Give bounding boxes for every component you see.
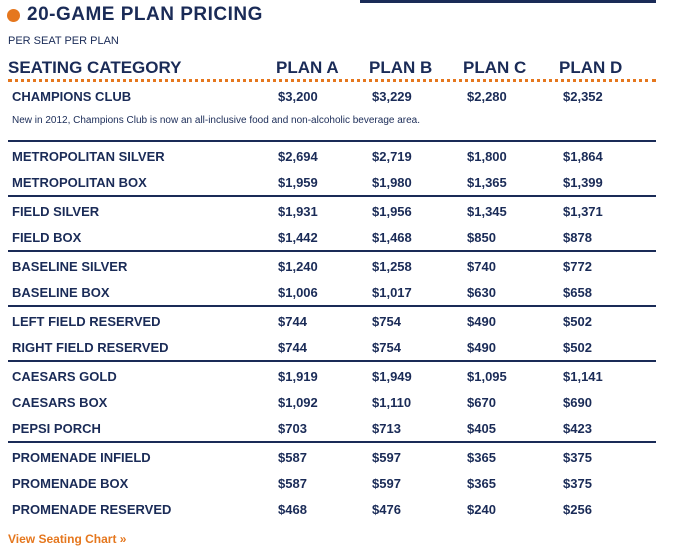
plan-a-price-cell: $468 (278, 502, 307, 517)
top-rule (360, 0, 656, 3)
plan-c-price-cell: $850 (467, 230, 496, 245)
plan-c-price-cell: $1,345 (467, 204, 507, 219)
seating-category-cell: PEPSI PORCH (12, 421, 101, 436)
header-plan-b: PLAN B (369, 58, 433, 77)
group-divider (8, 140, 656, 142)
plan-d-price-cell: $658 (563, 285, 592, 300)
page-title: 20-GAME PLAN PRICING (27, 4, 263, 25)
plan-a-price-cell: $587 (278, 476, 307, 491)
plan-c-price-cell: $740 (467, 259, 496, 274)
table-row (8, 147, 656, 167)
header-plan-a: PLAN A (276, 58, 339, 77)
plan-b-price-cell: $1,468 (372, 230, 412, 245)
orange-bullet-icon (7, 9, 20, 22)
plan-b-price-cell: $597 (372, 450, 401, 465)
plan-a-price-cell: $587 (278, 450, 307, 465)
plan-a-price-cell: $744 (278, 314, 307, 329)
seating-category-cell: BASELINE SILVER (12, 259, 128, 274)
table-row (8, 419, 656, 439)
page-subtitle: PER SEAT PER PLAN (8, 35, 119, 47)
table-row (8, 367, 656, 387)
table-row (8, 312, 656, 332)
group-divider (8, 305, 656, 307)
seating-category-cell: FIELD BOX (12, 230, 82, 245)
title-row (7, 4, 263, 26)
plan-c-price-cell: $2,280 (467, 89, 507, 104)
seating-category-cell: CAESARS BOX (12, 395, 108, 410)
plan-d-price-cell: $690 (563, 395, 592, 410)
plan-a-price-cell: $703 (278, 421, 307, 436)
plan-c-price-cell: $365 (467, 476, 496, 491)
plan-b-price-cell: $1,956 (372, 204, 412, 219)
plan-c-price-cell: $490 (467, 340, 496, 355)
plan-b-price-cell: $476 (372, 502, 401, 517)
plan-b-price-cell: $754 (372, 340, 401, 355)
plan-b-price-cell: $713 (372, 421, 401, 436)
plan-b-price-cell: $754 (372, 314, 401, 329)
seating-category-cell: CAESARS GOLD (12, 369, 117, 384)
group-divider (8, 441, 656, 443)
plan-d-price-cell: $772 (563, 259, 592, 274)
table-row (8, 474, 656, 494)
plan-c-price-cell: $365 (467, 450, 496, 465)
table-row (8, 500, 656, 520)
seating-category-cell: PROMENADE RESERVED (12, 502, 172, 517)
plan-a-price-cell: $1,240 (278, 259, 318, 274)
plan-d-price-cell: $1,864 (563, 149, 603, 164)
seating-category-cell: PROMENADE INFIELD (12, 450, 151, 465)
plan-d-price-cell: $878 (563, 230, 592, 245)
plan-c-price-cell: $670 (467, 395, 496, 410)
plan-a-price-cell: $3,200 (278, 89, 318, 104)
plan-b-price-cell: $1,980 (372, 175, 412, 190)
champions-club-note: New in 2012, Champions Club is now an all-inclusive food and non-alcoholic beverage area. (12, 115, 421, 126)
plan-a-price-cell: $1,006 (278, 285, 318, 300)
group-divider (8, 250, 656, 252)
plan-c-price-cell: $1,800 (467, 149, 507, 164)
plan-b-price-cell: $1,258 (372, 259, 412, 274)
plan-a-price-cell: $1,092 (278, 395, 318, 410)
plan-b-price-cell: $2,719 (372, 149, 412, 164)
seating-category-cell: FIELD SILVER (12, 204, 100, 219)
plan-b-price-cell: $597 (372, 476, 401, 491)
group-divider (8, 195, 656, 197)
plan-a-price-cell: $744 (278, 340, 307, 355)
plan-c-price-cell: $1,365 (467, 175, 507, 190)
plan-a-price-cell: $1,919 (278, 369, 318, 384)
header-plan-d: PLAN D (559, 58, 623, 77)
plan-d-price-cell: $256 (563, 502, 592, 517)
plan-a-price-cell: $1,442 (278, 230, 318, 245)
plan-d-price-cell: $375 (563, 450, 592, 465)
plan-d-price-cell: $375 (563, 476, 592, 491)
plan-c-price-cell: $490 (467, 314, 496, 329)
seating-category-cell: RIGHT FIELD RESERVED (12, 340, 169, 355)
seating-category-cell: METROPOLITAN BOX (12, 175, 147, 190)
plan-b-price-cell: $1,110 (372, 395, 412, 410)
seating-category-cell: LEFT FIELD RESERVED (12, 314, 161, 329)
plan-d-price-cell: $1,371 (563, 204, 603, 219)
plan-b-price-cell: $1,949 (372, 369, 412, 384)
seating-category-cell: CHAMPIONS CLUB (12, 89, 132, 104)
plan-a-price-cell: $1,959 (278, 175, 318, 190)
table-row (8, 338, 656, 358)
table-row (8, 393, 656, 413)
table-row (8, 173, 656, 193)
seating-category-cell: METROPOLITAN SILVER (12, 149, 165, 164)
table-row (8, 202, 656, 222)
table-row (8, 87, 656, 107)
plan-d-price-cell: $423 (563, 421, 592, 436)
view-seating-chart-link[interactable]: View Seating Chart » (8, 532, 127, 546)
plan-b-price-cell: $1,017 (372, 285, 412, 300)
plan-c-price-cell: $630 (467, 285, 496, 300)
plan-d-price-cell: $502 (563, 314, 592, 329)
plan-d-price-cell: $1,141 (563, 369, 603, 384)
plan-a-price-cell: $2,694 (278, 149, 318, 164)
plan-d-price-cell: $2,352 (563, 89, 603, 104)
plan-d-price-cell: $502 (563, 340, 592, 355)
table-header (8, 58, 656, 82)
plan-b-price-cell: $3,229 (372, 89, 412, 104)
plan-d-price-cell: $1,399 (563, 175, 603, 190)
plan-a-price-cell: $1,931 (278, 204, 318, 219)
seating-category-cell: BASELINE BOX (12, 285, 110, 300)
seating-category-cell: PROMENADE BOX (12, 476, 129, 491)
plan-c-price-cell: $405 (467, 421, 496, 436)
group-divider (8, 360, 656, 362)
table-row (8, 283, 656, 303)
table-row (8, 448, 656, 468)
table-row (8, 228, 656, 248)
plan-c-price-cell: $1,095 (467, 369, 507, 384)
header-seating-category: SEATING CATEGORY (8, 58, 182, 77)
plan-c-price-cell: $240 (467, 502, 496, 517)
table-row (8, 257, 656, 277)
header-plan-c: PLAN C (463, 58, 527, 77)
